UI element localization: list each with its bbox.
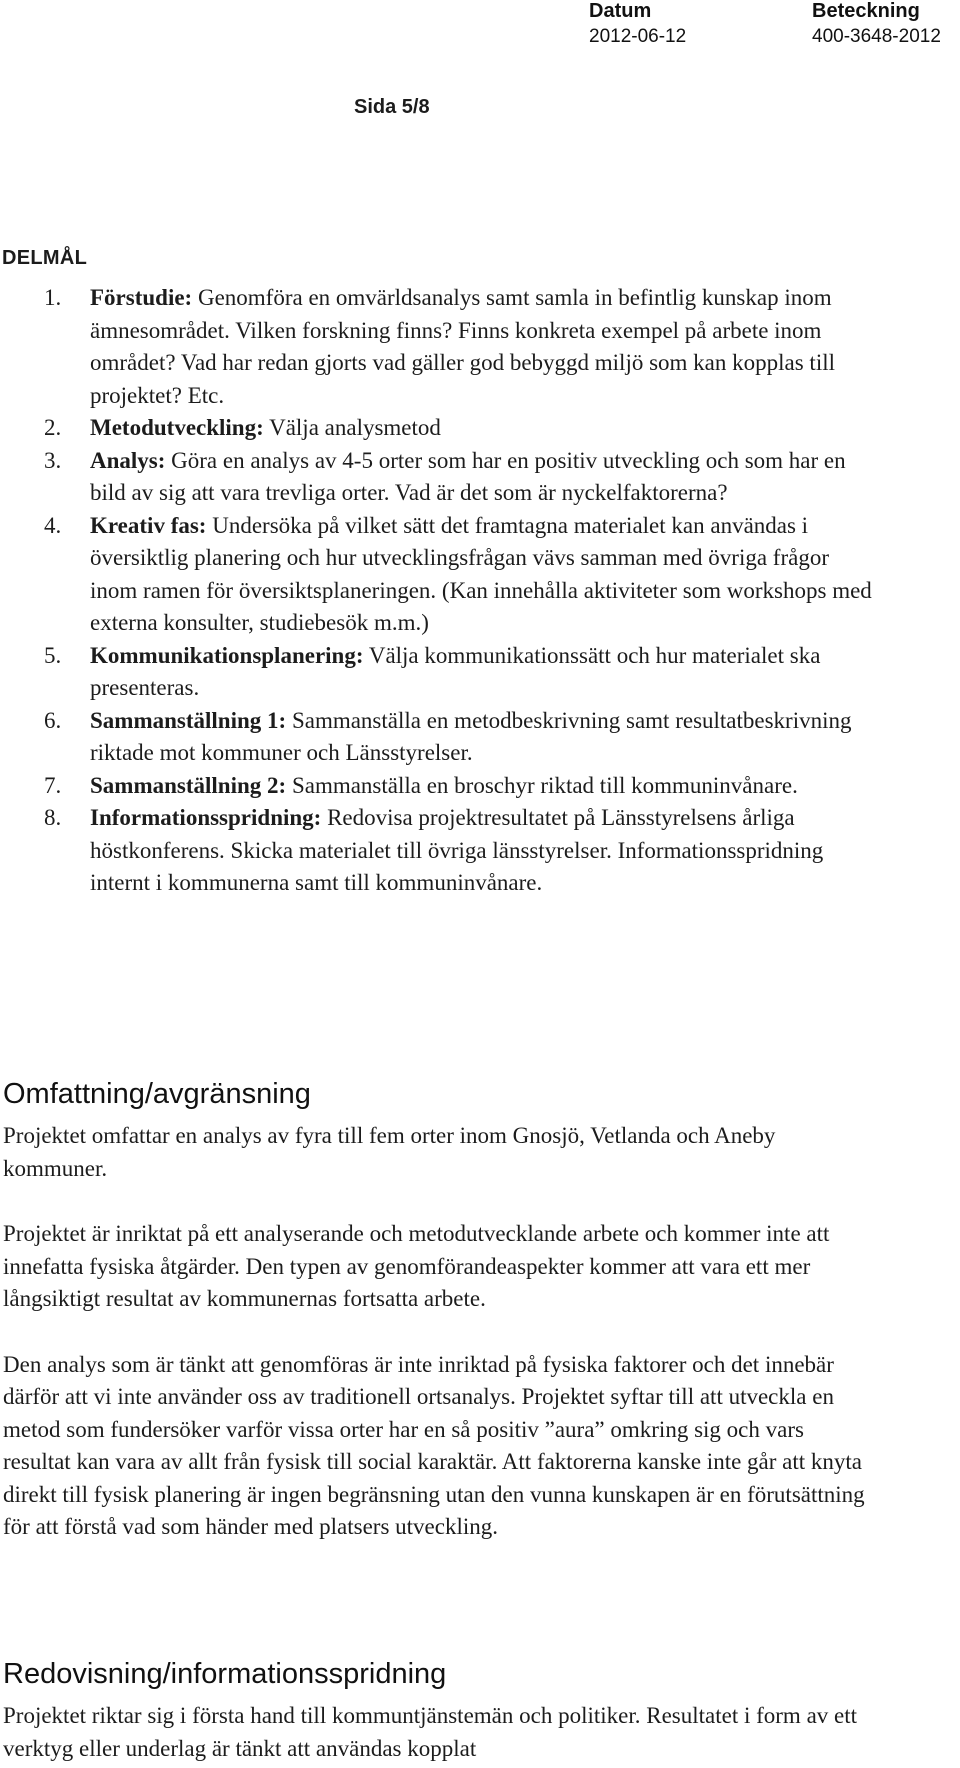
goal-title: Sammanställning 2: <box>90 772 287 798</box>
goal-item <box>44 282 874 412</box>
goal-title: Förstudie: <box>90 285 193 310</box>
scope-heading: Omfattning/avgränsning <box>3 1078 311 1110</box>
goal-number: 6. <box>44 707 62 733</box>
goal-item <box>44 510 874 640</box>
goal-number: 8. <box>44 805 62 830</box>
goal-item <box>44 445 874 510</box>
reporting-section <box>3 1658 873 1765</box>
goal-number: 7. <box>44 772 62 798</box>
goals-list <box>44 282 874 900</box>
goal-item <box>44 770 874 803</box>
goal-number: 5. <box>44 642 62 668</box>
scope-paragraph: Projektet är inriktat på ett analyserande och metodutvecklande arbete och kommer inte att innefatta fysiska åtgärder. Den typen av genomförandeaspekter kommer att vara ett mer långsiktigt resultat av kommunernas fortsatta arbete. <box>3 1221 830 1311</box>
goal-text: Undersöka på vilket sätt det framtagna materialet kan användas i översiktlig planering och hur utvecklingsfrågan vävs samman med övriga frågor inom ramen för översiktsplaneringen. (Kan innehålla aktiviteter som workshops med externa konsulter, studiebesök m.m.) <box>90 512 872 635</box>
goal-number: 1. <box>44 285 62 310</box>
goal-item <box>44 705 874 770</box>
goal-item <box>44 640 874 705</box>
goal-number: 2. <box>44 415 62 440</box>
goal-title: Sammanställning 1: <box>90 707 287 733</box>
date-label: Datum <box>589 0 652 22</box>
goal-item <box>44 802 874 900</box>
goal-text: Sammanställa en metodbeskrivning samt resultatbeskrivning riktade mot kommuner och Länsstyrelser. <box>90 707 852 765</box>
goal-text: Göra en analys av 4-5 orter som har en positiv utveckling och som har en bild av sig att vara trevliga orter. Vad är det som är nyckelfaktorerna? <box>90 447 846 505</box>
reporting-paragraph: Projektet riktar sig i första hand till kommuntjänstemän och politiker. Resultatet i form av ett verktyg eller underlag är tänkt att användas kopplat <box>3 1703 858 1761</box>
scope-section <box>3 1078 873 1577</box>
goal-title: Metodutveckling: <box>90 415 264 440</box>
page-number: Sida 5/8 <box>354 96 430 118</box>
goal-title: Kommunikationsplanering: <box>90 642 364 668</box>
goal-text: Sammanställa en broschyr riktad till kommuninvånare. <box>286 772 798 798</box>
scope-paragraph: Projektet omfattar en analys av fyra till fem orter inom Gnosjö, Vetlanda och Aneby kommuner. <box>3 1123 776 1181</box>
goal-item <box>44 412 874 445</box>
goal-text: Välja kommunikationssätt och hur materialet ska presenteras. <box>90 642 821 700</box>
goal-title: Informationsspridning: <box>90 805 322 830</box>
goal-text: Välja analysmetod <box>263 415 441 440</box>
goal-number: 3. <box>44 447 62 473</box>
reference-value: 400-3648-2012 <box>812 26 941 47</box>
goal-title: Analys: <box>90 447 166 473</box>
reporting-heading: Redovisning/informationsspridning <box>3 1658 447 1690</box>
reference-label: Beteckning <box>812 0 920 22</box>
goal-text: Redovisa projektresultatet på Länsstyrelsens årliga höstkonferens. Skicka materialet till övriga länsstyrelser. Informationsspridning internt i kommunerna samt till kommuninvånare. <box>90 805 824 895</box>
goal-number: 4. <box>44 512 62 538</box>
date-value: 2012-06-12 <box>589 26 687 47</box>
scope-paragraph: Den analys som är tänkt att genomföras är inte inriktad på fysiska faktorer och det innebär därför att vi inte använder oss av traditionell ortsanalys. Projektet syftar till att utveckla en metod som fundersöker varför vissa orter har en så positiv ”aura” omkring sig och vars resultat kan vara av allt från fysisk till social karaktär. Att faktorerna kanske inte går att knyta direkt till fysisk planering är ingen begränsning utan den vunna kunskapen är en förutsättning för att förstå vad som händer med platsers utveckling. <box>3 1351 865 1539</box>
goal-title: Kreativ fas: <box>90 512 207 538</box>
goal-text: Genomföra en omvärldsanalys samt samla in befintlig kunskap inom ämnesområdet. Vilken forskning finns? Finns konkreta exempel på arbete inom området? Vad har redan gjorts vad gäller god bebyggd miljö som kan kopplas till projektet? Etc. <box>90 285 835 408</box>
delmal-heading: DELMÅL <box>2 247 88 269</box>
